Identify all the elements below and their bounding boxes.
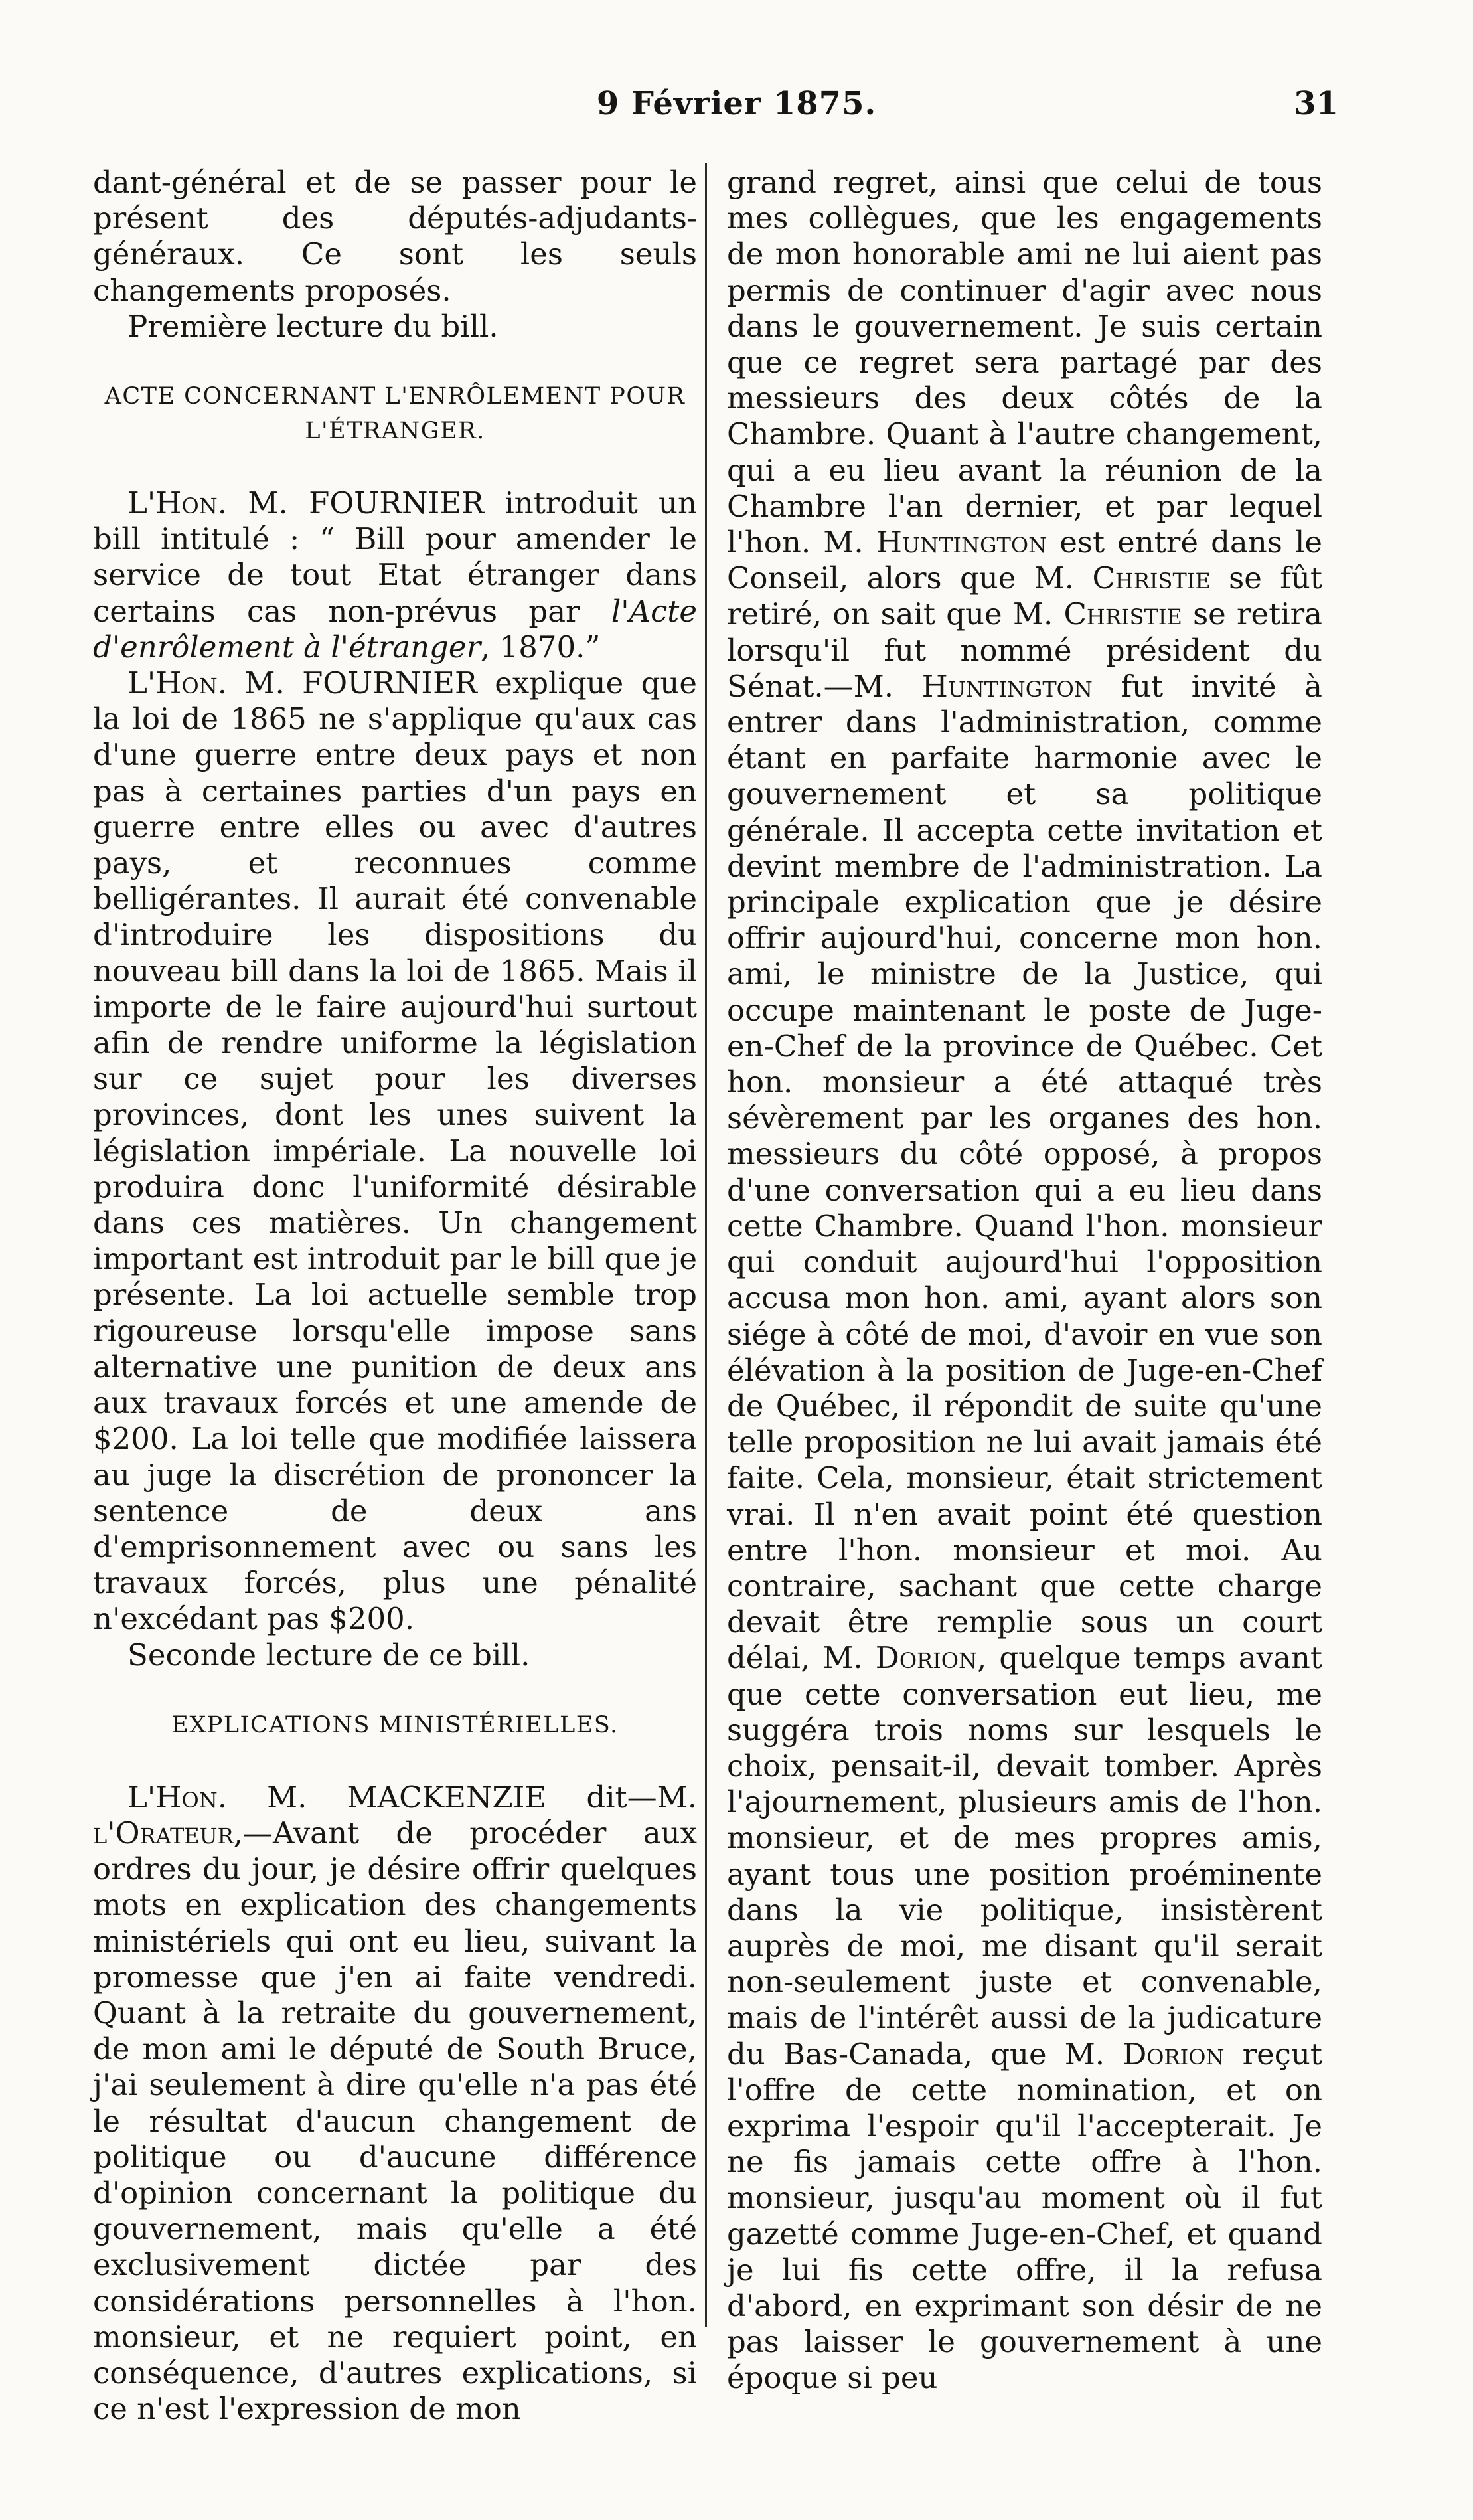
text-segment: reçut l'offre de cette nomination, et on exprima l'espoir qu'il l'accepterait. Je ne fis jamais cette offre à l'hon. monsieur, jusqu'au moment où il fut gazetté comme Juge-en-Chef, et quand je lui fis cette offre, il la refusa d'abord, en exprimant son désir de ne pas laisser le gouvernement à une époque si peu (727, 2036, 1322, 2396)
text-segment: , quelque temps avant que cette conversation eut lieu, me suggéra trois noms sur lesquels le choix, pensait-il, devait tomber. Après l'ajournement, plusieurs amis de l'hon. monsieur, et de mes propres amis, ayant tous une position proéminente dans la vie politique, insistèrent auprès de moi, me disant qu'il serait non-seulement juste et convenable, mais de l'intérêt aussi de la judicature du Bas-Canada, que M. (727, 1640, 1322, 2072)
person-name: Huntington (921, 668, 1093, 704)
person-name: Huntington (876, 525, 1047, 560)
act-title: l'Acte d'enrôlement à l'étranger (93, 593, 697, 665)
paragraph (727, 165, 1322, 2396)
paragraph: dant-général et de se passer pour le présent des députés-adjudants-généraux. Ce sont les seuls changements proposés. (93, 165, 697, 308)
text-segment: se fût retiré, on sait que M. (727, 560, 1322, 632)
speaker-name: L'Hon. M. FOURNIER (127, 665, 477, 701)
paragraph (93, 485, 697, 665)
section-title: EXPLICATIONS MINISTÉRIELLES. (171, 1711, 619, 1738)
left-column (93, 165, 697, 2427)
paragraph: Première lecture du bill. (127, 308, 499, 344)
page-header (0, 85, 1473, 145)
person-name: Dorion (875, 1640, 978, 1676)
paragraph (93, 665, 697, 1637)
paragraph: Seconde lecture de ce bill. (127, 1637, 530, 1673)
page-number: 31 (1294, 85, 1338, 122)
text-segment: introduit un bill intitulé : “ Bill pour amender le service de tout Etat étranger dans certains cas non-prévus par (93, 485, 697, 629)
text-segment: dit—M. (546, 1779, 698, 1815)
text-segment: fut invité à entrer dans l'administration, comme étant en parfaite harmonie avec le gouvernement et sa politique générale. Il accepta cette invitation et devint membre de l'administration. La principale explication que je désire offrir aujourd'hui, concerne mon hon. ami, le ministre de la Justice, qui occupe maintenant le poste de Juge-en-Chef de la province de Québec. Cet hon. monsieur a été attaqué très sévèrement par les organes des hon. messieurs du côté opposé, à propos d'une conversation qui a eu lieu dans cette Chambre. Quand l'hon. monsieur qui conduit aujourd'hui l'opposition accusa mon hon. ami, ayant alors son siége à côté de moi, d'avoir en vue son élévation à la position de Juge-en-Chef de Québec, il répondit de suite qu'une telle proposition ne lui avait jamais été faite. Cela, monsieur, était strictement vrai. Il n'en avait point été question entre l'hon. monsieur et moi. Au contraire, sachant que cette charge devait être remplie sous un court délai, M. (727, 668, 1322, 1676)
section-title: ACTE CONCERNANT L'ENRÔLEMENT POUR L'ÉTRANGER. (104, 383, 686, 445)
speaker-title: l'Orateur (93, 1815, 234, 1851)
speaker-name: L'Hon. M. MACKENZIE (127, 1779, 547, 1815)
text-segment: se retira lorsqu'il fut nommé président du Sénat.—M. (727, 596, 1322, 704)
text-segment: grand regret, ainsi que celui de tous mes collègues, que les engagements de mon honorable ami ne lui aient pas permis de continuer d'agir avec nous dans le gouvernement. Je suis certain que ce regret sera partagé par des messieurs des deux côtés de la Chambre. Quant à l'autre changement, qui a eu lieu avant la réunion de la Chambre l'an dernier, et par lequel l'hon. M. (727, 165, 1322, 560)
page-date: 9 Février 1875. (596, 85, 877, 122)
text-segment: ,—Avant de procéder aux ordres du jour, je désire offrir quelques mots en explication des changements ministériels qui ont eu lieu, suivant la promesse que j'en ai faite vendredi. Quant à la retraite du gouvernement, de mon ami le député de South Bruce, j'ai seulement à dire qu'elle n'a pas été le résultat d'aucun changement de politique ou d'aucune différence d'opinion concernant la politique du gouvernement, mais qu'elle a été exclusivement dictée par des considérations personnelles à l'hon. monsieur, et ne requiert point, en conséquence, d'autres explications, si ce n'est l'expression de mon (93, 1815, 697, 2427)
speaker-name: L'Hon. M. FOURNIER (127, 485, 484, 521)
person-name: Dorion (1123, 2036, 1225, 2072)
paragraph (93, 1780, 697, 2428)
person-name: Christie (1063, 596, 1182, 632)
right-column (727, 165, 1322, 2396)
text-segment: , 1870.” (480, 629, 601, 665)
text-segment: est entré dans le Conseil, alors que M. (727, 525, 1322, 596)
column-divider (705, 163, 707, 2327)
text-segment: explique que la loi de 1865 ne s'applique qu'aux cas d'une guerre entre deux pays et non pas à certaines parties d'un pays en guerre entre elles ou avec d'autres pays, et reconnues comme belligérantes. Il aurait été convenable d'introduire les dispositions du nouveau bill dans la loi de 1865. Mais il importe de le faire aujourd'hui surtout afin de rendre uniforme la législation sur ce sujet pour les diverses provinces, dont les unes suivent la législation impériale. La nouvelle loi produira donc l'uniformité désirable dans ces matières. Un changement important est introduit par le bill que je présente. La loi actuelle semble trop rigoureuse lorsqu'elle impose sans alternative une punition de deux ans aux travaux forcés et une amende de $200. La loi telle que modifiée laissera au juge la discrétion de prononcer la sentence de deux ans d'emprisonnement avec ou sans les travaux forcés, plus une pénalité n'excédant pas $200. (93, 665, 697, 1637)
person-name: Christie (1092, 560, 1211, 596)
